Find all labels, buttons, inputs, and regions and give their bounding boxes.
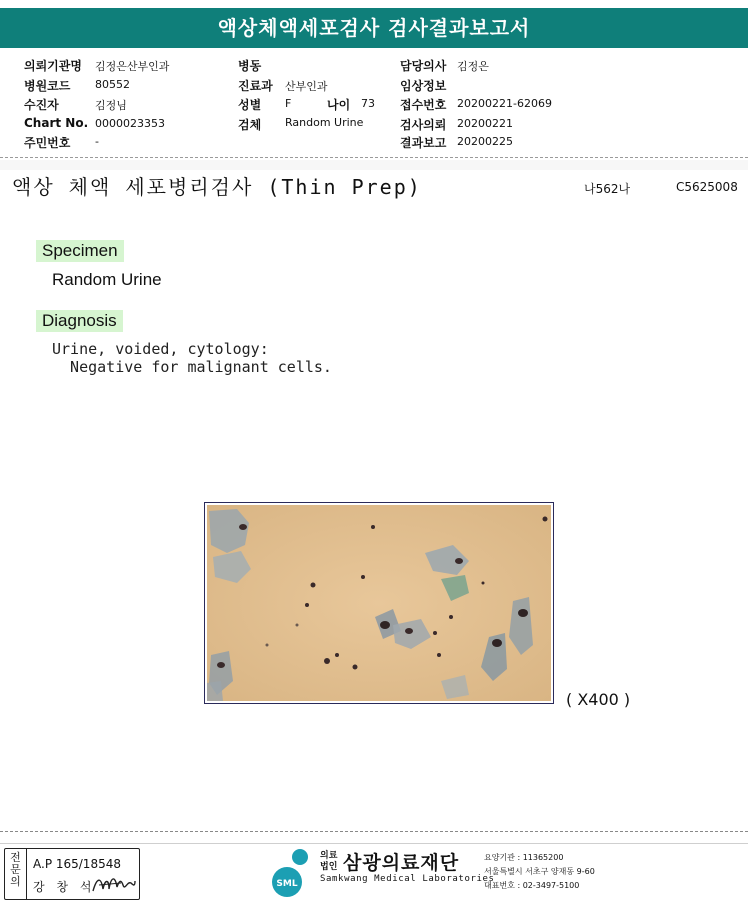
info-value: 김정님 xyxy=(95,99,127,112)
info-label: 성별 xyxy=(238,98,262,112)
info-label: 수진자 xyxy=(24,98,59,112)
info-value: - xyxy=(95,135,99,148)
info-label: 주민번호 xyxy=(24,136,71,150)
sml-logo-text: SML xyxy=(276,879,298,889)
info-value: 20200221-62069 xyxy=(457,97,552,110)
info-value: F xyxy=(285,97,292,110)
specialist-label xyxy=(5,849,27,899)
pathologist-signature-box xyxy=(4,848,140,900)
org-english-name: Samkwang Medical Laboratories xyxy=(320,874,495,884)
footer-divider-solid xyxy=(0,843,748,844)
sml-logo-icon xyxy=(270,848,316,898)
info-value: 산부인과 xyxy=(285,80,328,93)
info-label: 검사의뢰 xyxy=(400,118,447,132)
header-divider xyxy=(0,157,748,158)
info-label: 검체 xyxy=(238,118,262,132)
org-info-line: 요양기관 : 11365200 xyxy=(484,853,564,862)
ap-number: A.P 165/18548 xyxy=(33,857,121,871)
info-label: 접수번호 xyxy=(400,98,447,112)
report-code-b: C5625008 xyxy=(676,180,738,194)
info-label: Chart No. xyxy=(24,116,89,130)
report-title-bar: 액상체액세포검사 검사결과보고서 xyxy=(0,8,748,48)
org-info-line: 대표번호 : 02-3497-5100 xyxy=(484,881,580,890)
info-label: 진료과 xyxy=(238,79,273,93)
info-label: 의뢰기관명 xyxy=(24,59,82,73)
info-value: 김정은 xyxy=(457,60,489,73)
info-label: 담당의사 xyxy=(400,59,447,73)
info-value: 73 xyxy=(361,97,375,110)
info-label: 병원코드 xyxy=(24,79,71,93)
info-value: 0000023353 xyxy=(95,117,165,130)
org-name: 삼광의료재단 xyxy=(343,852,460,874)
microscopy-photo xyxy=(207,505,551,701)
info-value: 김정은산부인과 xyxy=(95,60,170,73)
info-label: 결과보고 xyxy=(400,136,447,150)
report-code-a: 나562나 xyxy=(584,182,631,196)
magnification-label: ( X400 ) xyxy=(566,690,631,709)
specimen-value: Random Urine xyxy=(52,270,162,289)
info-value: 20200225 xyxy=(457,135,513,148)
org-info-line: 서울특별시 서초구 양재동 9-60 xyxy=(484,867,595,876)
header-divider-shade xyxy=(0,160,748,170)
handwritten-signature xyxy=(91,873,137,895)
report-title: 액상 체액 세포병리검사 (Thin Prep) xyxy=(12,175,422,199)
microscopy-image xyxy=(204,502,554,704)
info-label: 나이 xyxy=(327,98,351,112)
info-label: 임상정보 xyxy=(400,79,447,93)
info-value: 20200221 xyxy=(457,117,513,130)
diagnosis-text: Urine, voided, cytology: Negative for malignant cells. xyxy=(52,340,332,376)
footer-divider xyxy=(0,831,748,832)
info-value: Random Urine xyxy=(285,116,364,129)
org-prefix: 의료 법인 xyxy=(320,851,338,872)
org-info xyxy=(484,851,595,893)
info-value: 80552 xyxy=(95,78,130,91)
info-label: 병동 xyxy=(238,59,262,73)
specimen-heading: Specimen xyxy=(36,240,124,262)
doctor-name: 강 창 석 xyxy=(33,880,96,894)
specialist-label-text: 전문의 xyxy=(10,851,21,888)
diagnosis-heading: Diagnosis xyxy=(36,310,123,332)
